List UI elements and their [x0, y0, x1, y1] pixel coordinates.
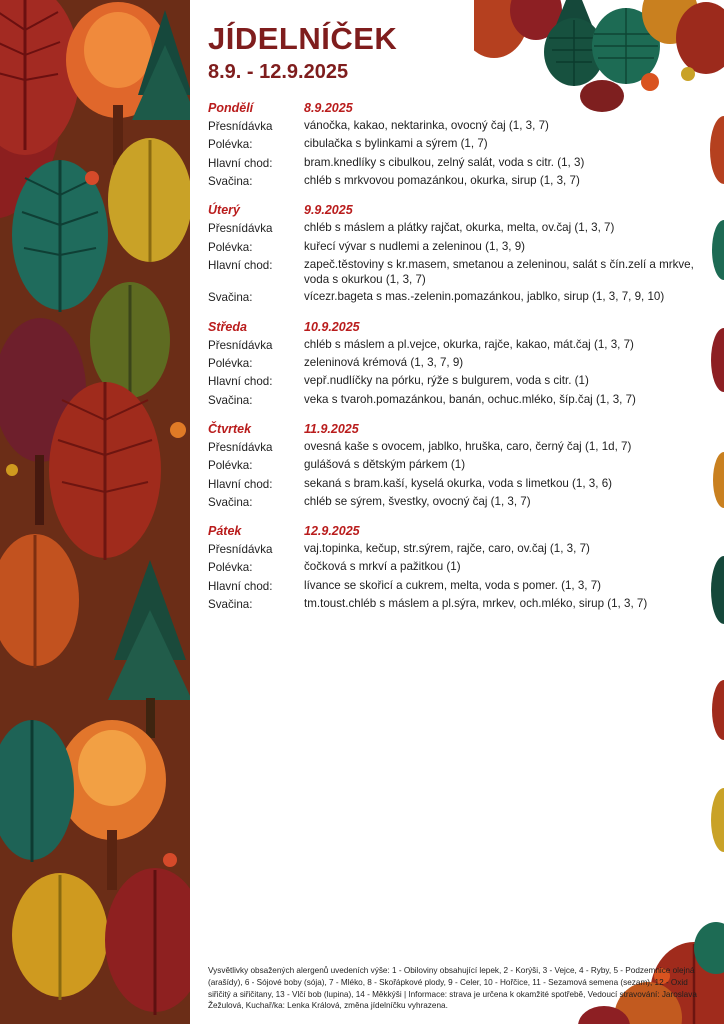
- meal-label: Hlavní chod:: [208, 156, 273, 170]
- meal-label: Přesnídávka: [208, 222, 273, 236]
- meal-label: Přesnídávka: [208, 543, 273, 557]
- day-name: Čtvrtek: [208, 421, 252, 436]
- meal-row: [208, 439, 694, 455]
- meal-label: Hlavní chod:: [208, 579, 273, 593]
- meal-label: Polévka:: [208, 357, 253, 371]
- meal-row: [208, 559, 694, 575]
- meal-label: Přesnídávka: [208, 440, 273, 454]
- day-header: [208, 203, 694, 217]
- meal-row: [208, 457, 694, 473]
- meal-row: [208, 337, 694, 353]
- day-header: [208, 524, 694, 538]
- menu-content: [190, 0, 724, 1024]
- meal-row: [208, 155, 694, 171]
- day-header: [208, 320, 694, 334]
- meal-label: Hlavní chod:: [208, 375, 273, 389]
- day-date: 11.9.2025: [304, 421, 359, 436]
- meal-label: Polévka:: [208, 459, 253, 473]
- meal-row: [208, 136, 694, 152]
- meal-value: vaj.topinka, kečup, str.sýrem, rajče, caro, ov.čaj (1, 3, 7): [304, 542, 590, 556]
- meal-value: kuřecí vývar s nudlemi a zeleninou (1, 3, 9): [304, 239, 526, 253]
- meal-row: [208, 118, 694, 134]
- day-header: [208, 422, 694, 436]
- day-header: [208, 101, 694, 115]
- meal-value: zeleninová krémová (1, 3, 7, 9): [304, 356, 464, 370]
- meal-value: zapeč.těstoviny s kr.masem, smetanou a zeleninou, salát s čín.zelí a mrkve, voda s okurkou (1, 3, 7): [304, 257, 694, 287]
- meal-value: cibulačka s bylinkami a sýrem (1, 7): [304, 137, 488, 151]
- meal-label: Svačina:: [208, 291, 253, 305]
- meal-label: Polévka:: [208, 138, 253, 152]
- meal-value: ovesná kaše s ovocem, jablko, hruška, caro, černý čaj (1, 1d, 7): [304, 439, 632, 453]
- meal-row: [208, 173, 694, 189]
- meal-label: Svačina:: [208, 393, 253, 407]
- meal-value: chléb s mrkvovou pomazánkou, okurka, sirup (1, 3, 7): [304, 173, 580, 187]
- meal-value: bram.knedlíky s cibulkou, zelný salát, voda s citr. (1, 3): [304, 155, 585, 169]
- allergen-legend: Vysvětlivky obsažených alergenů uvedeních výše: 1 - Obiloviny obsahující lepek, 2 - Korýši, 3 - Vejce, 4 - Ryby, 5 - Podzemnice olejná (arašídy), 6 - Sójové boby (sója), 7 - Mléko, 8 - Skořápkové plody, 9 - Celer, 10 - Hořčice, 11 - Sezamová semena (sezam), 12 - Oxid siřičitý a siřičitany, 13 - Vlčí bob (lupina), 14 - Měkkýši | Informace: strava je určena k okamžité spotřebě, Vedoucí stravování: Jaroslava Žežulová, Kuchař/ka: Lenka Králová, změna jídelníčku vyhrazena.: [208, 966, 697, 1011]
- meal-label: Svačina:: [208, 598, 253, 612]
- meal-label: Polévka:: [208, 240, 253, 254]
- meal-value: chléb se sýrem, švestky, ovocný čaj (1, 3, 7): [304, 494, 531, 508]
- weekly-menu-list: [190, 101, 724, 612]
- meal-row: [208, 578, 694, 594]
- meal-row: [208, 596, 694, 612]
- meal-value: lívance se skořicí a cukrem, melta, voda s pomer. (1, 3, 7): [304, 578, 602, 592]
- day-date: 9.9.2025: [304, 203, 353, 218]
- meal-row: [208, 392, 694, 408]
- meal-row: [208, 257, 694, 288]
- date-range-subtitle: 8.9. - 12.9.2025: [208, 61, 349, 84]
- page-title: JÍDELNÍČEK: [208, 21, 398, 56]
- day-block-friday: [208, 524, 694, 612]
- day-block-monday: [208, 101, 694, 189]
- meal-label: Polévka:: [208, 561, 253, 575]
- meal-label: Svačina:: [208, 495, 253, 509]
- day-name: Pátek: [208, 524, 242, 539]
- meal-row: [208, 355, 694, 371]
- meal-label: Svačina:: [208, 174, 253, 188]
- meal-value: tm.toust.chléb s máslem a pl.sýra, mrkev, och.mléko, sirup (1, 3, 7): [304, 597, 648, 611]
- meal-value: čočková s mrkví a pažitkou (1): [304, 560, 461, 574]
- meal-value: vícezr.bageta s mas.-zelenin.pomazánkou, jablko, sirup (1, 3, 7, 9, 10): [304, 290, 665, 304]
- meal-value: veka s tvaroh.pomazánkou, banán, ochuc.mléko, šíp.čaj (1, 3, 7): [304, 392, 636, 406]
- meal-value: gulášová s dětským párkem (1): [304, 458, 466, 472]
- day-block-tuesday: [208, 203, 694, 305]
- day-block-wednesday: [208, 320, 694, 408]
- day-date: 12.9.2025: [304, 524, 360, 539]
- day-name: Pondělí: [208, 101, 254, 116]
- autumn-illustration-left: [0, 0, 190, 1024]
- meal-value: chléb s máslem a plátky rajčat, okurka, melta, ov.čaj (1, 3, 7): [304, 221, 615, 235]
- meal-label: Hlavní chod:: [208, 258, 273, 272]
- day-name: Úterý: [208, 203, 240, 218]
- meal-row: [208, 289, 694, 305]
- title-block: [190, 0, 724, 87]
- day-block-thursday: [208, 422, 694, 510]
- meal-value: chléb s máslem a pl.vejce, okurka, rajče, kakao, mát.čaj (1, 3, 7): [304, 337, 634, 351]
- meal-row: [208, 220, 694, 236]
- meal-label: Přesnídávka: [208, 120, 273, 134]
- meal-label: Přesnídávka: [208, 338, 273, 352]
- day-name: Středa: [208, 319, 247, 334]
- meal-value: vepř.nudlíčky na pórku, rýže s bulgurem, voda s citr. (1): [304, 374, 589, 388]
- day-date: 10.9.2025: [304, 319, 360, 334]
- meal-row: [208, 494, 694, 510]
- meal-label: Hlavní chod:: [208, 477, 273, 491]
- meal-row: [208, 541, 694, 557]
- meal-value: vánočka, kakao, nektarinka, ovocný čaj (1, 3, 7): [304, 119, 549, 133]
- meal-value: sekaná s bram.kaší, kyselá okurka, voda s limetkou (1, 3, 6): [304, 476, 613, 490]
- decorative-foliage-svg: [0, 0, 190, 1024]
- meal-row: [208, 239, 694, 255]
- meal-row: [208, 373, 694, 389]
- meal-row: [208, 476, 694, 492]
- day-date: 8.9.2025: [304, 101, 353, 116]
